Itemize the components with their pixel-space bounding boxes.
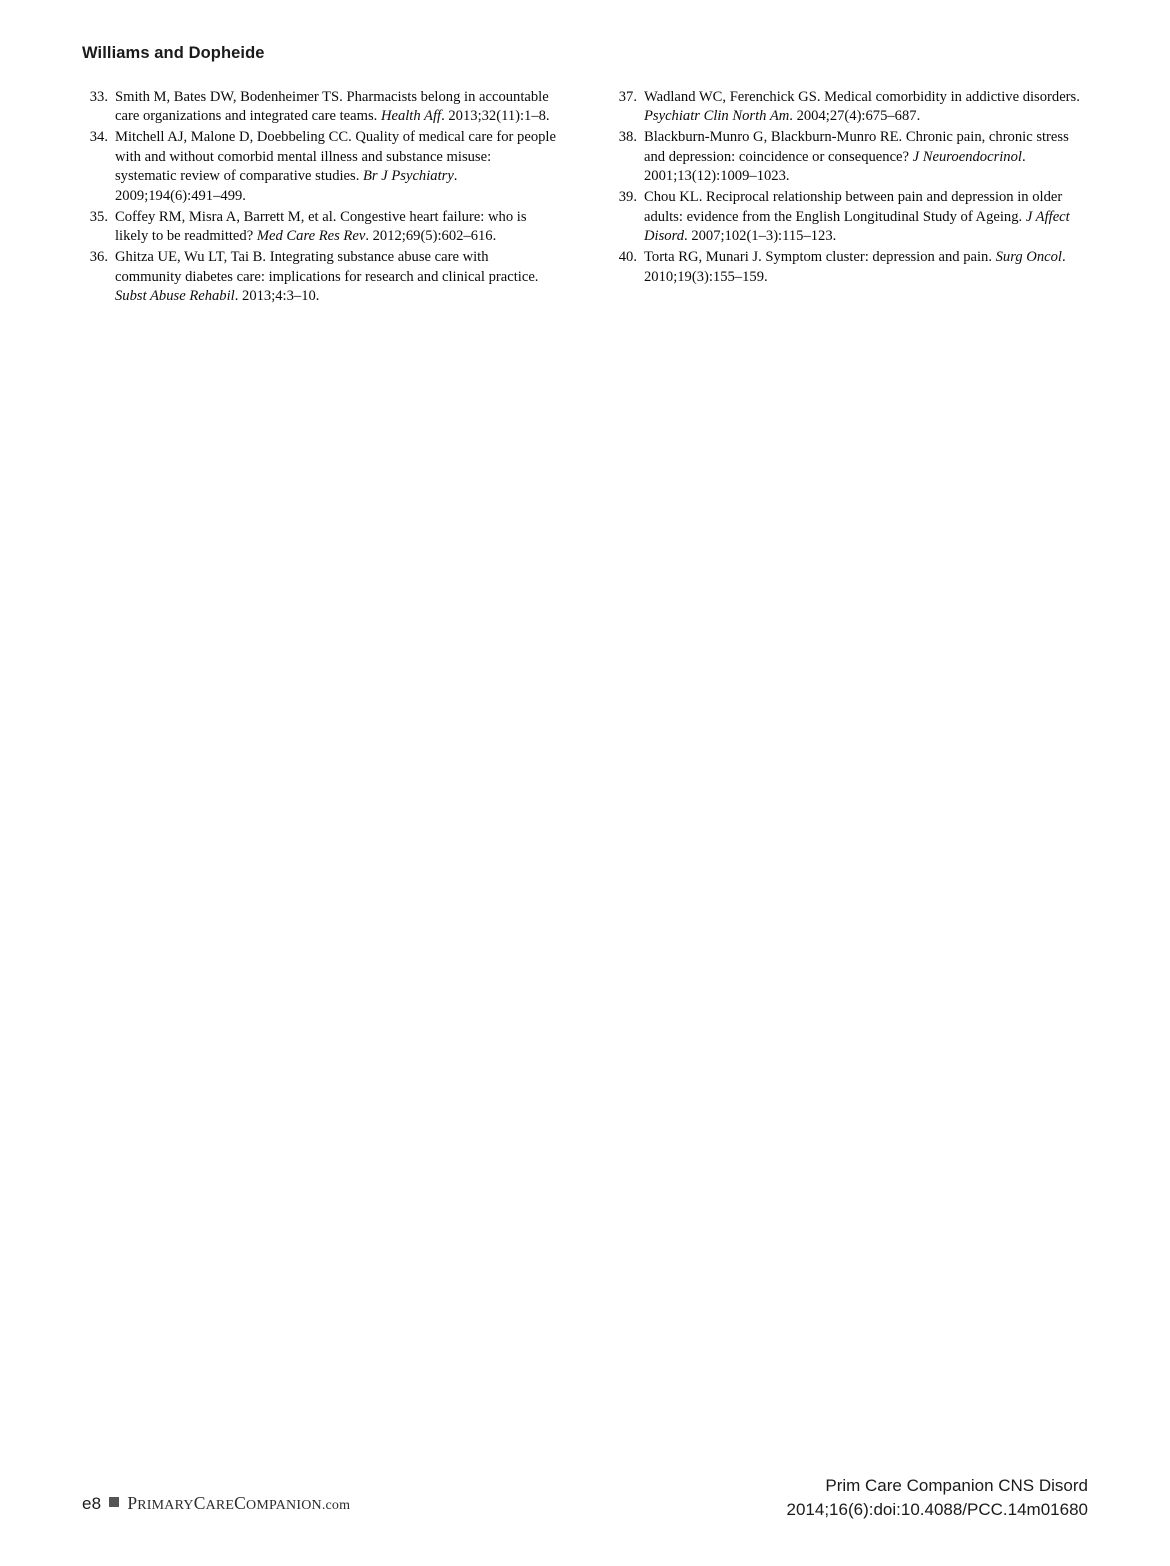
footer-right [787,1474,1089,1522]
site-name-p6: OMPANION [246,1498,322,1513]
right-column [611,88,1085,308]
reference-text: Chou KL. Reciprocal relationship between pain and depression in older adults: evidence from the English Longitudinal Study of Ageing. J Affect Disord. 2007;102(1–3):115–123. [644,189,1070,245]
journal-title: Prim Care Companion CNS Disord [825,1475,1088,1495]
running-head: Williams and Dopheide [82,44,265,62]
reference-text: Mitchell AJ, Malone D, Doebbeling CC. Quality of medical care for people with and without comorbid mental illness and substance misuse: systematic review of comparative studies. Br J Psychiatry. 2009;194(6):491–499. [115,129,556,204]
page-number: e8 [82,1494,102,1513]
footer-left [82,1493,350,1514]
site-name-p1: P [127,1493,138,1513]
site-name-p5: C [234,1493,247,1513]
reference-columns [82,88,1086,308]
reference-number: 33. [89,89,108,105]
reference-item [611,128,1085,186]
reference-list-right [611,88,1085,287]
journal-citation: 2014;16(6):doi:10.4088/PCC.14m01680 [786,1499,1088,1519]
reference-item [611,188,1085,246]
reference-number: 37. [618,89,637,105]
reference-text: Ghitza UE, Wu LT, Tai B. Integrating substance abuse care with community diabetes care: implications for research and clinical practice. Subst Abuse Rehabil. 2013;4:3–10. [115,249,539,305]
site-name-p4: ARE [205,1498,235,1513]
reference-item [82,208,556,247]
reference-text: Torta RG, Munari J. Symptom cluster: depression and pain. Surg Oncol. 2010;19(3):155–159. [644,249,1066,285]
reference-text: Smith M, Bates DW, Bodenheimer TS. Pharmacists belong in accountable care organizations and integrated care teams. Health Aff. 2013;32(11):1–8. [115,89,550,125]
reference-item [611,248,1085,287]
reference-item [82,248,556,306]
page-footer [0,1426,1170,1566]
left-column [82,88,556,308]
reference-item [82,128,556,206]
reference-item [82,88,556,127]
reference-number: 38. [618,129,637,146]
reference-text: Coffey RM, Misra A, Barrett M, et al. Congestive heart failure: who is likely to be readmitted? Med Care Res Rev. 2012;69(5):602–616. [115,208,527,245]
reference-text: Wadland WC, Ferenchick GS. Medical comorbidity in addictive disorders. Psychiatr Clin North Am. 2004;27(4):675–687. [644,89,1080,125]
reference-text: Blackburn-Munro G, Blackburn-Munro RE. Chronic pain, chronic stress and depression: coincidence or consequence? J Neuroendocrinol. 2001;13(12):1009–1023. [644,129,1069,185]
square-bullet-icon [109,1497,119,1507]
reference-number: 35. [89,208,108,225]
reference-item [611,88,1085,127]
reference-number: 40. [618,249,637,266]
reference-list-left [82,88,556,307]
site-name[interactable] [127,1493,350,1514]
reference-number: 39. [618,189,637,206]
site-name-p7: .com [321,1498,351,1513]
site-name-p2: RIMARY [137,1498,194,1513]
reference-number: 36. [89,249,108,266]
site-name-p3: C [193,1493,206,1513]
reference-number: 34. [89,129,108,146]
